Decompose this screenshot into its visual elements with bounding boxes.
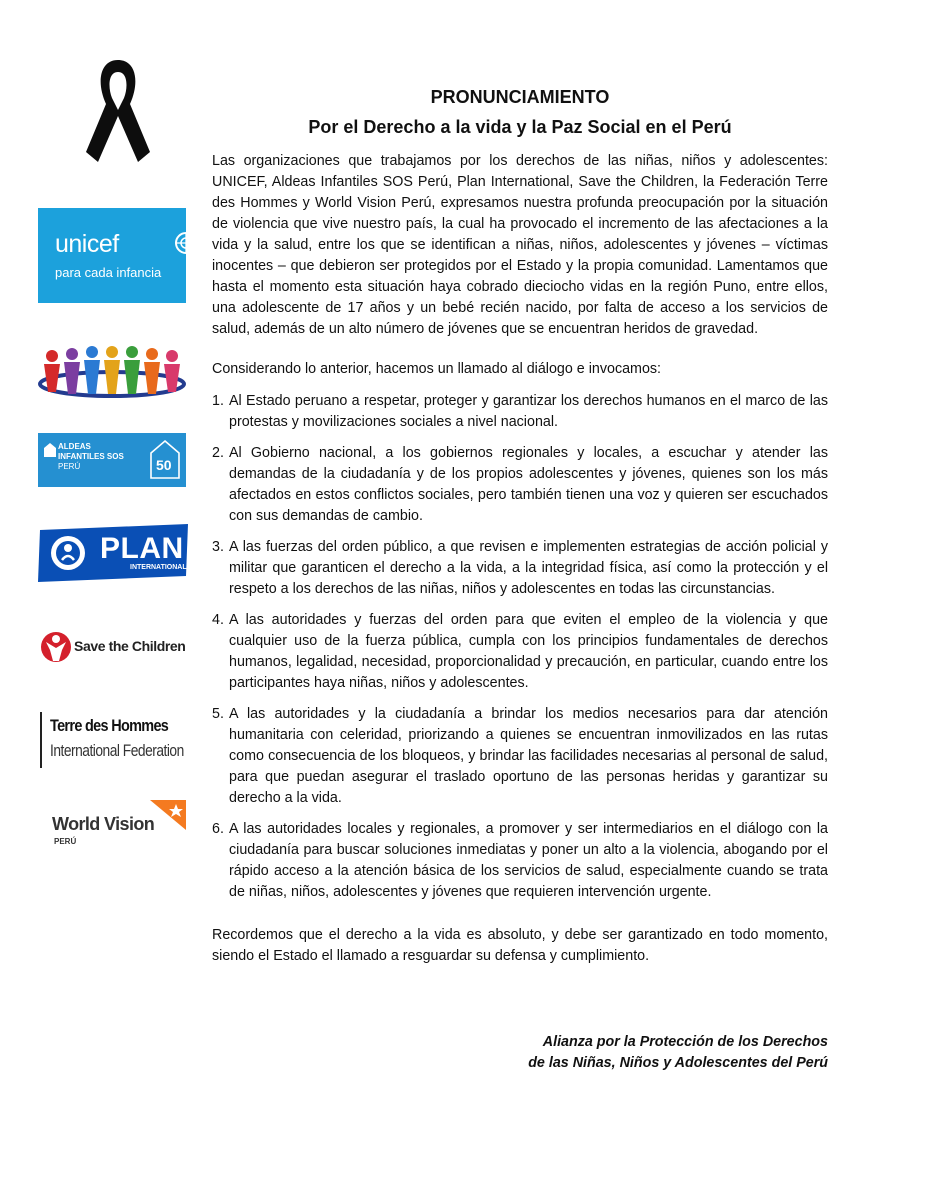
children-coalition-logo <box>36 342 188 408</box>
un-globe-icon <box>173 230 199 261</box>
mourning-ribbon-icon <box>78 52 158 167</box>
list-item-number: 3. <box>212 539 224 555</box>
tdh-line-1: Terre des Hommes <box>50 716 169 735</box>
list-item-text: Al Estado peruano a respetar, proteger y garantizar los derechos humanos en el marco de las protestas y movilizaciones sociales a nivel nacional. <box>229 393 828 430</box>
call-paragraph: Considerando lo anterior, hacemos un llamado al diálogo e invocamos: <box>212 361 662 377</box>
closing-paragraph: Recordemos que el derecho a la vida es absoluto, y debe ser garantizado en todo momento, siendo el Estado el llamado a resguardar su defensa y cumplimiento. <box>212 927 828 964</box>
save-the-children-name: Save the Children <box>74 638 186 654</box>
document-title: PRONUNCIAMIENTO <box>430 87 610 107</box>
list-item <box>212 443 828 527</box>
tdh-line-2: International Federation <box>50 741 184 760</box>
anniversary-badge <box>150 439 180 479</box>
demands-list <box>212 391 828 903</box>
list-item-number: 5. <box>212 706 224 722</box>
plan-logo-name: PLAN <box>100 532 184 565</box>
unicef-tagline: para cada infancia <box>55 265 162 280</box>
list-item <box>212 537 828 600</box>
list-item-text: Al Gobierno nacional, a los gobiernos regionales y locales, a escuchar y atender las demandas de la ciudadanía y de los propios adolescentes y jóvenes, quienes son los más afectados en estos conflictos sociales, pero también tienen una voz y quieren ser escuchados con sus demandas de cambio. <box>229 445 828 524</box>
document-subtitle: Por el Derecho a la vida y la Paz Social en el Perú <box>308 117 732 137</box>
list-item <box>212 391 828 433</box>
sos-house-icon <box>44 443 56 462</box>
intro-paragraph: Las organizaciones que trabajamos por los derechos de las niñas, niños y adolescentes: UNICEF, Aldeas Infantiles SOS Perú, Plan International, Save the Children, la Federación Terre des Hommes y World Vision Perú, expresamos nuestra profunda preocupación por la situación de violencia que vive nuestro país, la cual ha provocado el incremento de las afectaciones a la vida y la salud, entre los que se identifican a niñas, niños, adolescentes y jóvenes – víctimas inocentes – que debieron ser protegidos por el Estado y la propia comunidad. Lamentamos que hasta el momento esta situación haya cobrado dieciocho vidas en la región Puno, entre ellos, una adolescente de 17 años y un bebé recién nacido, por falta de acceso a los servicios de salud, además de un alto número de jóvenes que se encuentran heridos de gravedad. <box>212 153 828 337</box>
unicef-logo-name: unicef <box>55 230 119 258</box>
plan-international-logo <box>38 524 188 582</box>
signature-line-1: Alianza por la Protección de los Derechos <box>542 1034 828 1050</box>
aldeas-line-1: ALDEAS <box>58 442 91 451</box>
list-item-number: 4. <box>212 612 224 628</box>
signature-line-2: de las Niñas, Niños y Adolescentes del Perú <box>528 1055 828 1071</box>
world-vision-country: PERÚ <box>54 837 77 846</box>
list-item <box>212 610 828 694</box>
list-item-text: A las fuerzas del orden público, a que revisen e implementen estrategias de acción policial y militar que garanticen el derecho a la vida, a la integridad física, así como la protección y el respeto a los derechos de las niñas, niños y adolescentes en todas las circunstancias. <box>229 539 828 597</box>
world-vision-star-icon <box>150 800 186 835</box>
terre-des-hommes-logo <box>40 712 192 768</box>
aldeas-line-2: INFANTILES SOS <box>58 452 124 461</box>
unicef-logo <box>38 208 186 303</box>
list-item-text: A las autoridades locales y regionales, a promover y ser intermediarios en el diálogo con la ciudadanía para buscar soluciones inmediatas y poner un alto a la violencia, abogando por el rápido acceso a la atención básica de los servicios de salud, especialmente cuando se trata de niñas, niños, adolescentes y jóvenes que requieren intervención urgente. <box>229 821 828 900</box>
list-item-text: A las autoridades y fuerzas del orden para que eviten el empleo de la violencia y que cualquier uso de la fuerza pública, cumpla con los principios fundamentales de derechos humanos, legalidad, necesidad, proporcionalidad y precaución, en particular, cuando entre los participantes haya niñas, niños y adolescentes. <box>229 612 828 691</box>
save-the-children-figure-icon <box>40 628 72 671</box>
list-item <box>212 704 828 809</box>
world-vision-logo <box>48 800 198 850</box>
statement-body <box>212 84 828 967</box>
save-the-children-logo <box>40 628 190 668</box>
world-vision-name: World Vision <box>52 814 155 834</box>
anniversary-number: 50 <box>156 457 172 473</box>
aldeas-infantiles-logo <box>38 433 186 487</box>
logo-sidebar <box>0 0 210 1200</box>
list-item-number: 1. <box>212 393 224 409</box>
plan-logo-sub: INTERNATIONAL <box>130 564 187 571</box>
list-item-number: 6. <box>212 821 224 837</box>
signature-block <box>212 1032 828 1074</box>
list-item-number: 2. <box>212 445 224 461</box>
list-item <box>212 819 828 903</box>
list-item-text: A las autoridades y la ciudadanía a brindar los medios necesarios para dar atención humanitaria con celeridad, priorizando a quienes se encuentran inmovilizados en las rutas como consecuencia de los bloqueos, y brindar las facilidades necesarias al personal de salud, para que puedan asegurar el traslado oportuno de las personas heridas y garantizar su derecho a la vida. <box>229 706 828 806</box>
aldeas-line-3: PERÚ <box>58 462 81 471</box>
